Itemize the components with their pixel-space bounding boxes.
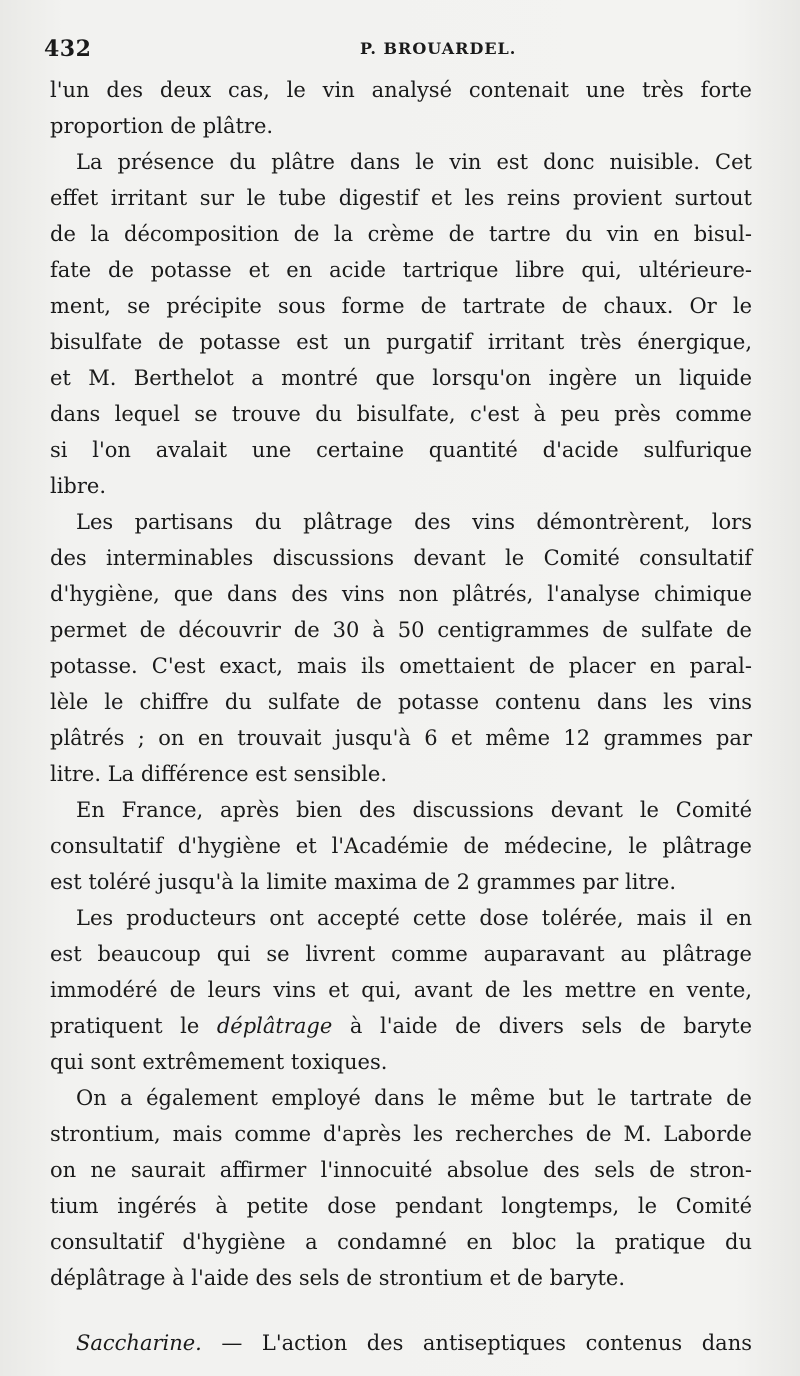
text-line: des interminables discussions devant le Comité consultatif: [50, 546, 752, 570]
italic-term: déplâtrage: [216, 1014, 333, 1038]
text-line: consultatif d'hygiène a condamné en bloc la pratique du: [50, 1230, 752, 1254]
text-line: de la décomposition de la crème de tartre du vin en bisul-: [50, 222, 752, 246]
text-line: plâtrés ; on en trouvait jusqu'à 6 et même 12 grammes par: [50, 726, 752, 750]
page-number: 432: [44, 36, 92, 62]
text-line: bisulfate de potasse est un purgatif irritant très énergique,: [50, 330, 752, 354]
text-line: effet irritant sur le tube digestif et les reins provient surtout: [50, 186, 752, 210]
text-line: fate de potasse et en acide tartrique libre qui, ultérieure-: [50, 258, 752, 282]
text-line: pratiquent le déplâtrage à l'aide de divers sels de baryte: [50, 1014, 753, 1038]
text-line: et M. Berthelot a montré que lorsqu'on ingère un liquide: [50, 366, 752, 390]
text-line: qui sont extrêmement toxiques.: [50, 1050, 388, 1074]
text-line: on ne saurait affirmer l'innocuité absolue des sels de stron-: [50, 1158, 752, 1182]
text-line: consultatif d'hygiène et l'Académie de médecine, le plâtrage: [50, 834, 752, 858]
text-line: En France, après bien des discussions devant le Comité: [76, 798, 752, 822]
body-text: [50, 72, 752, 1361]
text-line: libre.: [50, 474, 107, 498]
text-line: proportion de plâtre.: [50, 114, 274, 138]
text-line: ment, se précipite sous forme de tartrate de chaux. Or le: [50, 294, 752, 318]
text-line: si l'on avalait une certaine quantité d'acide sulfurique: [50, 438, 752, 462]
text-line: est toléré jusqu'à la limite maxima de 2 grammes par litre.: [50, 870, 677, 894]
paragraph-gap: [50, 1296, 752, 1325]
text-line: tium ingérés à petite dose pendant longtemps, le Comité: [50, 1194, 752, 1218]
text-line: dans lequel se trouve du bisulfate, c'est à peu près comme: [50, 402, 752, 426]
text-line: déplâtrage à l'aide des sels de strontium et de baryte.: [50, 1266, 625, 1290]
text-line: immodéré de leurs vins et qui, avant de les mettre en vente,: [50, 978, 752, 1002]
text-line: l'un des deux cas, le vin analysé contenait une très forte: [50, 78, 752, 102]
running-head: P. BROUARDEL.: [360, 39, 517, 58]
text-line: Les partisans du plâtrage des vins démontrèrent, lors: [76, 510, 752, 534]
text-line: On a également employé dans le même but le tartrate de: [76, 1086, 752, 1110]
text-line: lèle le chiffre du sulfate de potasse contenu dans les vins: [50, 690, 752, 714]
italic-term: Saccharine.: [76, 1331, 202, 1355]
text-line: permet de découvrir de 30 à 50 centigrammes de sulfate de: [50, 618, 752, 642]
text-line: litre. La différence est sensible.: [50, 762, 387, 786]
text-line: La présence du plâtre dans le vin est donc nuisible. Cet: [76, 150, 752, 174]
text-line: d'hygiène, que dans des vins non plâtrés, l'analyse chimique: [50, 582, 752, 606]
text-line-saccharine: Saccharine. — L'action des antiseptiques contenus dans: [76, 1331, 752, 1355]
text-line: potasse. C'est exact, mais ils omettaient de placer en paral-: [50, 654, 752, 678]
text-line: est beaucoup qui se livrent comme auparavant au plâtrage: [50, 942, 752, 966]
text-line: Les producteurs ont accepté cette dose tolérée, mais il en: [76, 906, 752, 930]
text-line: strontium, mais comme d'après les recherches de M. Laborde: [50, 1122, 752, 1146]
page-header: [44, 36, 764, 66]
